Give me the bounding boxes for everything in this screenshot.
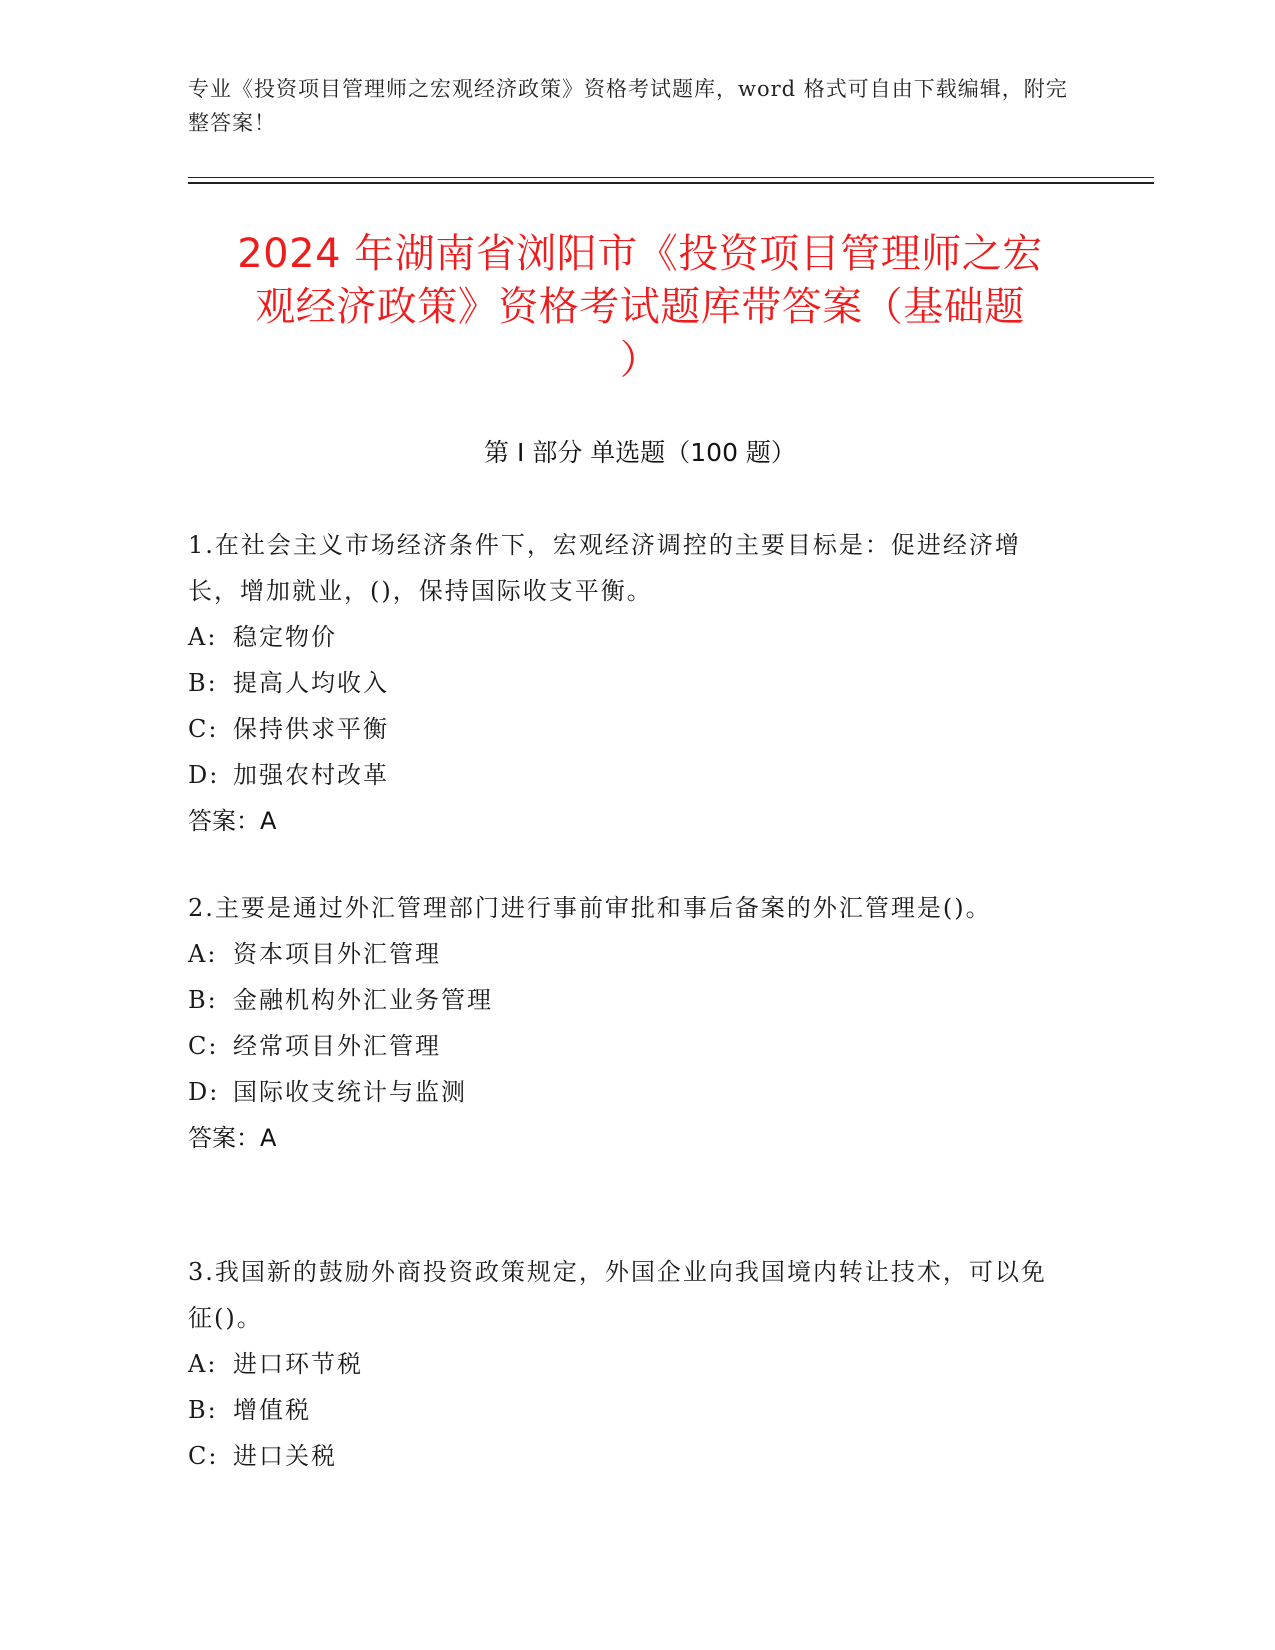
option-key: C: xyxy=(188,715,219,743)
option-b xyxy=(188,977,1068,1023)
option-text: 资本项目外汇管理 xyxy=(233,940,441,968)
title-line-1: 2024 年湖南省浏阳市《投资项目管理师之宏 xyxy=(237,231,1043,277)
option-key: A: xyxy=(188,1350,218,1378)
option-c xyxy=(188,1023,1068,1069)
title-line-3: ） xyxy=(619,337,661,383)
header-divider-thin xyxy=(188,177,1154,178)
option-c xyxy=(188,1433,1068,1479)
option-key: B: xyxy=(188,669,218,697)
option-text: 进口关税 xyxy=(233,1442,337,1470)
option-d xyxy=(188,752,1068,798)
option-b xyxy=(188,1387,1068,1433)
question-3 xyxy=(188,1249,1068,1479)
question-stem: 3.我国新的鼓励外商投资政策规定，外国企业向我国境内转让技术，可以免征()。 xyxy=(188,1258,1047,1332)
answer: 答案：A xyxy=(188,807,277,835)
option-key: A: xyxy=(188,940,218,968)
option-text: 稳定物价 xyxy=(233,623,337,651)
option-key: A: xyxy=(188,623,218,651)
option-key: C: xyxy=(188,1442,219,1470)
question-2 xyxy=(188,885,1068,1161)
option-text: 金融机构外汇业务管理 xyxy=(233,986,493,1014)
option-text: 进口环节税 xyxy=(233,1350,363,1378)
option-d xyxy=(188,1069,1068,1115)
header-divider-thick xyxy=(188,182,1154,184)
title-line-2: 观经济政策》资格考试题库带答案（基础题 xyxy=(255,284,1025,330)
section-heading: 第 I 部分 单选题（100 题） xyxy=(484,438,796,467)
option-text: 保持供求平衡 xyxy=(233,715,389,743)
option-text: 加强农村改革 xyxy=(233,761,389,789)
question-1 xyxy=(188,522,1068,844)
document-title xyxy=(180,228,1100,387)
option-b xyxy=(188,660,1068,706)
option-key: B: xyxy=(188,986,218,1014)
option-key: D: xyxy=(188,1078,220,1106)
question-stem: 2.主要是通过外汇管理部门进行事前审批和事后备案的外汇管理是()。 xyxy=(188,894,992,922)
option-text: 增值税 xyxy=(233,1396,311,1424)
header-note: 专业《投资项目管理师之宏观经济政策》资格考试题库，word 格式可自由下载编辑，附完整答案！ xyxy=(188,77,1068,135)
option-key: D: xyxy=(188,761,220,789)
question-stem: 1.在社会主义市场经济条件下，宏观经济调控的主要目标是：促进经济增长，增加就业，()，保持国际收支平衡。 xyxy=(188,531,1021,605)
answer: 答案：A xyxy=(188,1124,277,1152)
option-a xyxy=(188,614,1068,660)
option-text: 提高人均收入 xyxy=(233,669,389,697)
option-c xyxy=(188,706,1068,752)
option-a xyxy=(188,931,1068,977)
option-text: 国际收支统计与监测 xyxy=(233,1078,467,1106)
option-key: C: xyxy=(188,1032,219,1060)
option-a xyxy=(188,1341,1068,1387)
option-key: B: xyxy=(188,1396,218,1424)
option-text: 经常项目外汇管理 xyxy=(233,1032,441,1060)
